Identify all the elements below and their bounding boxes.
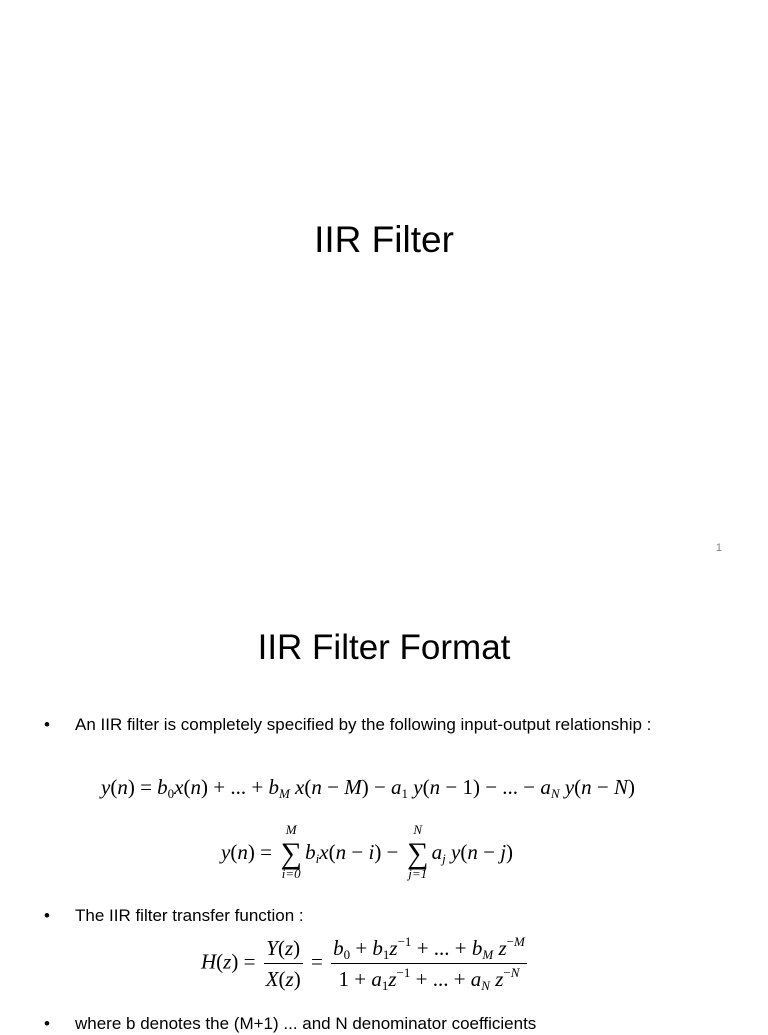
bullet-text: where b denotes the (M+1) ... and N denominator coefficients	[75, 1014, 537, 1033]
summation-equation: y(n) = M ∑ i=0 $b_ix(n - i)$ − N ∑ j=1 $a_j$ y(n − j)	[221, 822, 514, 882]
fraction: $\frac{b_0 + b_1z^{-1} + ... + b_M z^{-M}}{1 + a_1z^{-1} + ... + a_N z^{-N}}$	[333, 934, 525, 993]
page-number: 1	[715, 542, 722, 554]
difference-equation: $y(n) = b_0x(n)$ + ... + $b_M$ $x(n - M) - a_1$ y(n − 1) − ... − $a_N$ y(n − N)	[101, 775, 636, 801]
bullet-marker: •	[44, 906, 50, 925]
bullet-marker: •	[44, 1014, 50, 1033]
slide-title: IIR Filter	[314, 219, 454, 260]
slide-2	[0, 576, 768, 1033]
bullet-text: The IIR filter transfer function :	[75, 906, 304, 925]
bullet-marker: •	[44, 715, 50, 734]
transfer-function: H(z) = $\frac{Y(z)}{X(z)}$ = $\frac{b_0 + b_1z^{-1} + ... + b_M z^{-M}}{1 + a_1z^{-1} + ... + a_N z^{-N}}$	[201, 934, 525, 993]
bullet-text: An IIR filter is completely specified by the following input-output relationship :	[75, 715, 652, 734]
fraction: $\frac{Y(z)}{X(z)}$	[265, 936, 301, 991]
summation-symbol: N ∑ j=1	[406, 822, 429, 882]
summation-symbol: M ∑ i=0	[280, 822, 302, 882]
slide-title: IIR Filter Format	[257, 628, 511, 667]
